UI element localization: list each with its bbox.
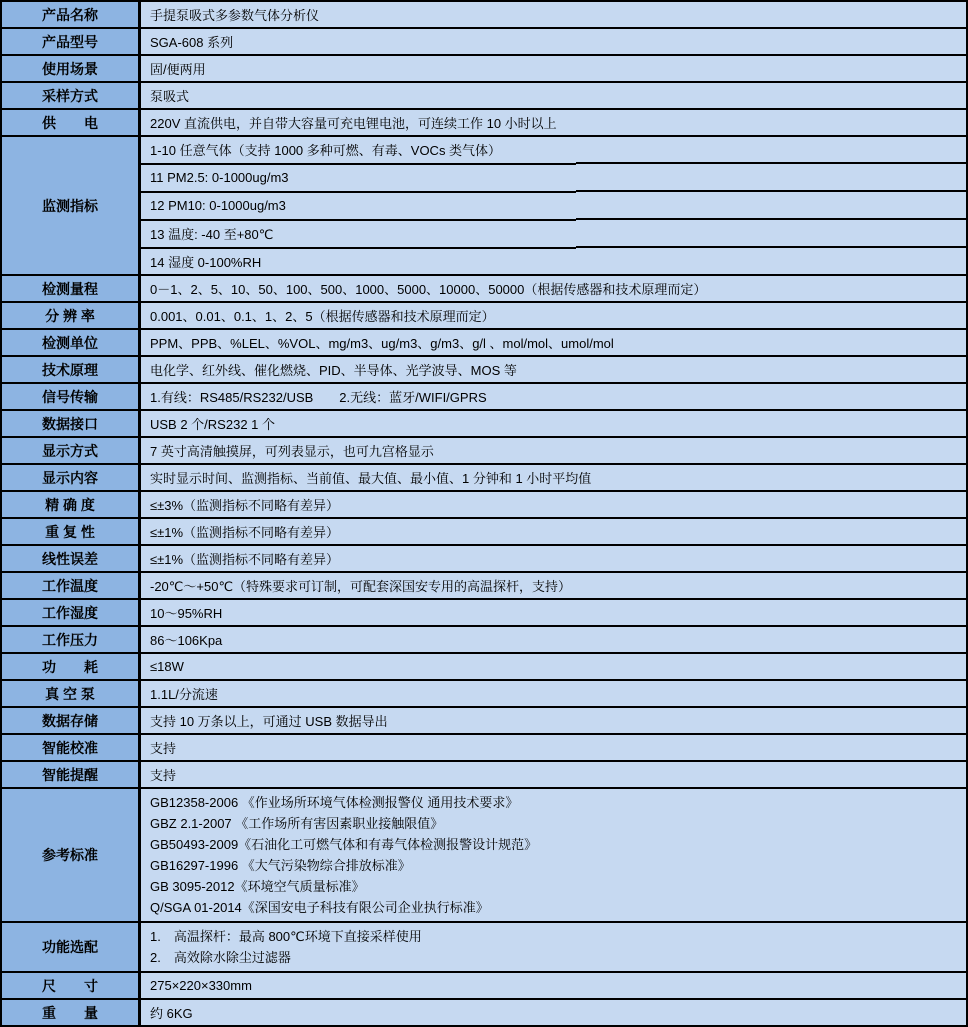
row-value: [141, 137, 966, 274]
row-value: 0.001、0.01、0.1、1、2、5（根据传感器和技术原理而定）: [150, 309, 495, 324]
row-label: 参考标准: [2, 789, 141, 921]
row-value: 支持: [150, 741, 177, 756]
row-value: [141, 923, 966, 971]
spec-row-monitoring-indicators: [2, 137, 966, 276]
spec-row-resolution: [2, 303, 966, 330]
spec-row-weight: [2, 1000, 966, 1025]
value-line: Q/SGA 01-2014《深国安电子科技有限公司企业执行标准》: [150, 900, 489, 915]
row-label: 产品型号: [2, 29, 141, 54]
spec-row-technical-principle: [2, 357, 966, 384]
row-value: 1.1L/分流速: [150, 687, 218, 702]
row-value: 1.有线：RS485/RS232/USB 2.无线：蓝牙/WIFI/GPRS: [150, 390, 487, 405]
row-value: ≤±1%（监测指标不同略有差异）: [150, 552, 340, 567]
spec-row-sampling-method: [2, 83, 966, 110]
row-value: 手提泵吸式多参数气体分析仪: [150, 8, 320, 23]
row-value: SGA-608 系列: [150, 35, 234, 50]
row-label: 真 空 泵: [2, 681, 141, 706]
row-value: 275×220×330mm: [150, 978, 252, 993]
spec-row-smart-calibration: [2, 735, 966, 762]
subrow-value: 14 湿度 0-100%RH: [150, 255, 262, 270]
subrow-value: 1-10 任意气体（支持 1000 多种可燃、有毒、VOCs 类气体）: [150, 143, 502, 158]
spec-row-power-consumption: [2, 654, 966, 681]
spec-row-power-supply: [2, 110, 966, 137]
row-label: 采样方式: [2, 83, 141, 108]
spec-row-linearity-error: [2, 546, 966, 573]
row-value: ≤18W: [150, 659, 184, 674]
spec-row-detection-unit: [2, 330, 966, 357]
row-label: 重 复 性: [2, 519, 141, 544]
row-value: ≤±1%（监测指标不同略有差异）: [150, 525, 340, 540]
row-value: PPM、PPB、%LEL、%VOL、mg/m3、ug/m3、g/m3、g/l 、mol/mol、umol/mol: [150, 336, 614, 351]
row-label: 重 量: [2, 1000, 141, 1025]
row-label: 使用场景: [2, 56, 141, 81]
row-value: 220V 直流供电，并自带大容量可充电锂电池，可连续工作 10 小时以上: [150, 116, 557, 131]
row-label: 数据存储: [2, 708, 141, 733]
subrow-value: 11 PM2.5: 0-1000ug/m3: [150, 170, 289, 185]
spec-row-working-pressure: [2, 627, 966, 654]
value-line: 1. 高温探杆：最高 800℃环境下直接采样使用: [150, 929, 422, 944]
row-label: 分 辨 率: [2, 303, 141, 328]
value-line: GB50493-2009《石油化工可燃气体和有毒气体检测报警设计规范》: [150, 837, 538, 852]
spec-row-display-content: [2, 465, 966, 492]
row-label: 精 确 度: [2, 492, 141, 517]
row-value: 电化学、红外线、催化燃烧、PID、半导体、光学波导、MOS 等: [150, 363, 517, 378]
row-label: 工作压力: [2, 627, 141, 652]
spec-row-repeatability: [2, 519, 966, 546]
spec-row-smart-reminder: [2, 762, 966, 789]
row-value: [141, 789, 966, 921]
value-line: 2. 高效除水除尘过滤器: [150, 950, 291, 965]
spec-row-product-name: [2, 2, 966, 29]
row-label: 工作湿度: [2, 600, 141, 625]
subrow-value: 13 温度: -40 至+80℃: [150, 227, 274, 242]
spec-row-display-mode: [2, 438, 966, 465]
row-value: 10～95%RH: [150, 606, 223, 621]
spec-row-optional-functions: [2, 923, 966, 973]
row-value: 86～106Kpa: [150, 633, 223, 648]
spec-row-data-storage: [2, 708, 966, 735]
row-label: 检测量程: [2, 276, 141, 301]
row-value: ≤±3%（监测指标不同略有差异）: [150, 498, 340, 513]
row-label: 数据接口: [2, 411, 141, 436]
spec-row-vacuum-pump: [2, 681, 966, 708]
spec-row-product-model: [2, 29, 966, 56]
row-label: 线性误差: [2, 546, 141, 571]
row-label: 显示内容: [2, 465, 141, 490]
row-value: 支持: [150, 768, 177, 783]
row-label: 供 电: [2, 110, 141, 135]
row-label: 显示方式: [2, 438, 141, 463]
row-label: 监测指标: [2, 137, 141, 274]
row-value: 支持 10 万条以上，可通过 USB 数据导出: [150, 714, 388, 729]
row-value: 泵吸式: [150, 89, 190, 104]
spec-row-signal-transmission: [2, 384, 966, 411]
row-label: 产品名称: [2, 2, 141, 27]
row-value: 0－1、2、5、10、50、100、500、1000、5000、10000、50000（根据传感器和技术原理而定）: [150, 282, 707, 297]
row-value: -20℃～+50℃（特殊要求可订制，可配套深国安专用的高温探杆，支持）: [150, 579, 572, 594]
value-line: GBZ 2.1-2007 《工作场所有害因素职业接触限值》: [150, 816, 444, 831]
row-value: USB 2 个/RS232 1 个: [150, 417, 275, 432]
row-label: 技术原理: [2, 357, 141, 382]
row-label: 工作温度: [2, 573, 141, 598]
row-label: 功 耗: [2, 654, 141, 679]
value-line: GB12358-2006 《作业场所环境气体检测报警仪 通用技术要求》: [150, 795, 519, 810]
row-label: 信号传输: [2, 384, 141, 409]
row-value: 7 英寸高清触摸屏，可列表显示，也可九宫格显示: [150, 444, 434, 459]
spec-row-reference-standards: [2, 789, 966, 923]
spec-row-dimensions: [2, 973, 966, 1000]
spec-row-accuracy: [2, 492, 966, 519]
row-label: 尺 寸: [2, 973, 141, 998]
spec-row-working-temperature: [2, 573, 966, 600]
row-label: 智能校准: [2, 735, 141, 760]
row-value: 约 6KG: [150, 1006, 193, 1021]
spec-row-usage-scenario: [2, 56, 966, 83]
row-value: 实时显示时间、监测指标、当前值、最大值、最小值、1 分钟和 1 小时平均值: [150, 471, 592, 486]
row-label: 功能选配: [2, 923, 141, 971]
spec-row-data-interface: [2, 411, 966, 438]
row-value: 固/便两用: [150, 62, 206, 77]
row-label: 检测单位: [2, 330, 141, 355]
subrow-value: 12 PM10: 0-1000ug/m3: [150, 198, 286, 213]
row-label: 智能提醒: [2, 762, 141, 787]
value-line: GB16297-1996 《大气污染物综合排放标准》: [150, 858, 411, 873]
value-line: GB 3095-2012《环境空气质量标准》: [150, 879, 365, 894]
spec-row-detection-range: [2, 276, 966, 303]
spec-row-working-humidity: [2, 600, 966, 627]
